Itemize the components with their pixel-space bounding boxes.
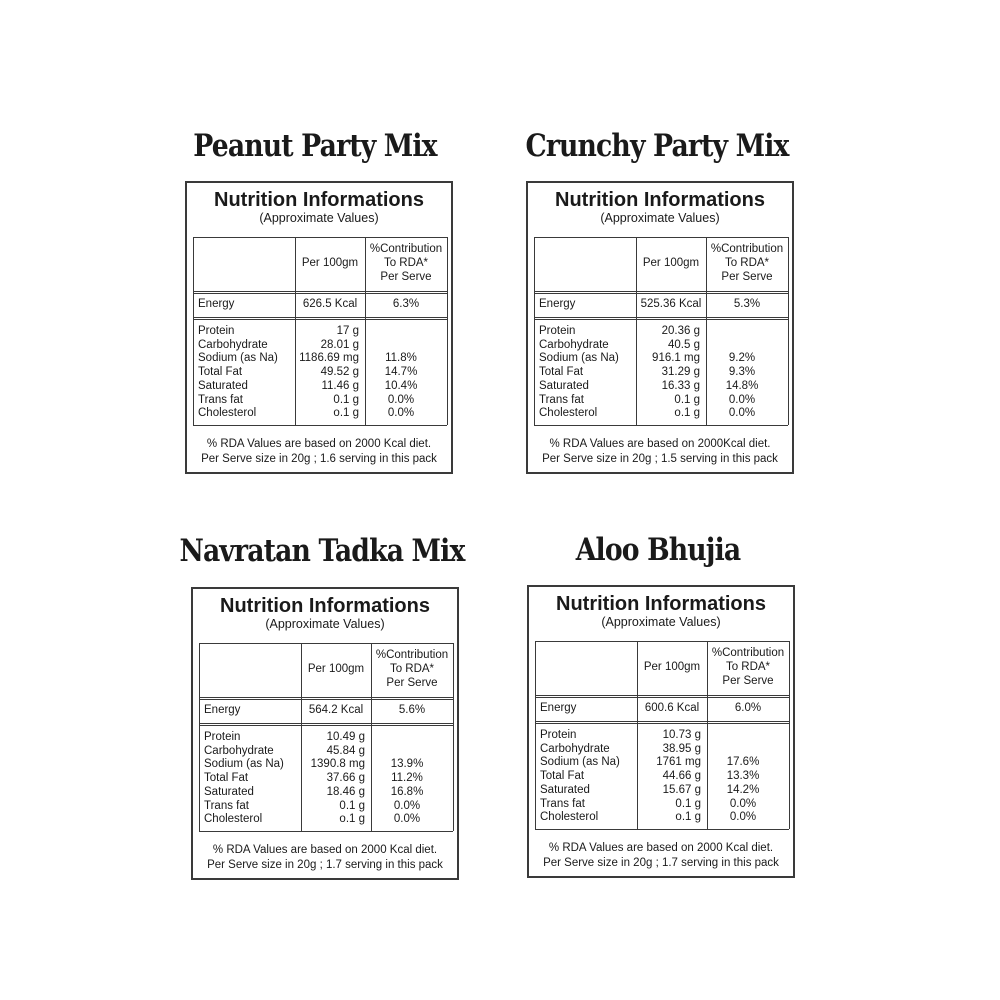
- nutrient-value: o.1 g: [339, 813, 365, 826]
- energy-value: 626.5 Kcal: [302, 298, 358, 310]
- nutrient-name: Carbohydrate: [204, 744, 274, 757]
- label-header: [193, 595, 457, 631]
- table-rule: [789, 641, 790, 829]
- product-title: Peanut Party Mix: [193, 128, 437, 164]
- energy-label: Energy: [540, 702, 577, 714]
- label-subtitle: (Approximate Values): [265, 617, 385, 631]
- col-header-rda: [706, 242, 788, 284]
- col-header-per100: Per 100gm: [301, 257, 359, 269]
- nutrient-rda: 0.0%: [387, 393, 415, 406]
- nutrient-value: 0.1 g: [674, 393, 700, 406]
- nutrient-value: 0.1 g: [675, 797, 701, 810]
- nutrition-table: [193, 237, 447, 425]
- label-title: Nutrition Informations: [555, 189, 765, 211]
- nutrient-value: o.1 g: [675, 811, 701, 824]
- nutrient-value: 45.84 g: [326, 744, 365, 757]
- energy-value: 525.36 Kcal: [640, 298, 702, 310]
- nutrient-rda: 14.2%: [726, 783, 760, 796]
- label-subtitle: (Approximate Values): [600, 211, 720, 225]
- footnote-rda: % RDA Values are based on 2000 Kcal diet.: [548, 842, 774, 854]
- table-rule: [535, 641, 536, 829]
- table-rule: [447, 237, 448, 425]
- col-header-per100: Per 100gm: [307, 663, 365, 675]
- nutrient-name: Saturated: [540, 783, 590, 796]
- table-rule: [199, 723, 453, 724]
- nutrient-name: Trans fat: [539, 393, 584, 406]
- nutrient-name: Trans fat: [198, 393, 243, 406]
- nutrient-name: Protein: [539, 325, 576, 337]
- nutrient-value: o.1 g: [333, 407, 359, 420]
- energy-label: Energy: [539, 298, 576, 310]
- nutrient-rda: 13.3%: [726, 770, 760, 783]
- label-subtitle: (Approximate Values): [259, 211, 379, 225]
- nutrient-value: 916.1 mg: [652, 352, 700, 365]
- col-header-rda-line: Per Serve: [386, 677, 438, 689]
- nutrition-table: [535, 641, 789, 829]
- nutrient-name: Trans fat: [204, 799, 249, 812]
- nutrient-rda: 11.8%: [385, 352, 417, 365]
- col-header-per100: Per 100gm: [642, 257, 700, 269]
- col-header-rda-line: %Contribution: [369, 243, 443, 255]
- nutrient-value: 10.49 g: [326, 731, 365, 743]
- product-title: Aloo Bhujia: [575, 532, 741, 568]
- nutrition-label: [526, 181, 794, 474]
- nutrient-name: Cholesterol: [198, 407, 257, 420]
- col-header-rda-line: To RDA*: [724, 257, 770, 269]
- table-rule: [193, 319, 447, 320]
- footnote-rda: % RDA Values are based on 2000 Kcal diet.: [206, 438, 432, 450]
- footnote-rda: % RDA Values are based on 2000Kcal diet.: [549, 438, 771, 450]
- table-rule: [534, 237, 788, 238]
- nutrient-value: 40.5 g: [668, 338, 700, 351]
- table-rule: [535, 721, 789, 722]
- label-title: Nutrition Informations: [220, 595, 430, 617]
- table-rule: [193, 425, 447, 426]
- nutrient-rda: 14.8%: [725, 379, 759, 392]
- col-header-rda-line: To RDA*: [383, 257, 429, 269]
- col-header-rda-line: To RDA*: [389, 663, 435, 675]
- energy-label: Energy: [198, 298, 235, 310]
- nutrient-value: 1761 mg: [656, 756, 701, 769]
- table-rule: [534, 317, 788, 318]
- col-header-rda-line: %Contribution: [710, 243, 784, 255]
- nutrient-value: 17 g: [336, 325, 359, 337]
- table-rule: [199, 697, 453, 698]
- label-header: [529, 593, 793, 629]
- col-header-rda-line: Per Serve: [721, 271, 773, 283]
- col-header-rda-line: To RDA*: [725, 661, 771, 673]
- col-header-rda: [365, 242, 447, 284]
- nutrient-name: Total Fat: [198, 366, 243, 379]
- table-rule: [535, 695, 789, 696]
- nutrient-name: Saturated: [539, 379, 589, 392]
- product-title: Navratan Tadka Mix: [179, 533, 465, 569]
- product-title: Crunchy Party Mix: [525, 128, 789, 164]
- nutrient-name: Cholesterol: [204, 813, 263, 826]
- table-rule: [199, 725, 453, 726]
- nutrient-rda: 13.9%: [390, 758, 424, 771]
- nutrient-rda: 9.2%: [728, 352, 756, 365]
- col-header-rda-line: %Contribution: [711, 647, 785, 659]
- table-rule: [534, 237, 535, 425]
- table-rule: [199, 643, 453, 644]
- nutrient-rda: 0.0%: [393, 813, 421, 826]
- table-rule: [535, 641, 789, 642]
- nutrition-label: [185, 181, 453, 474]
- table-rule: [534, 319, 788, 320]
- nutrient-value: 28.01 g: [320, 338, 359, 351]
- nutrient-name: Sodium (as Na): [198, 352, 278, 365]
- table-rule: [193, 237, 194, 425]
- nutrient-value: 37.66 g: [326, 772, 365, 785]
- label-subtitle: (Approximate Values): [601, 615, 721, 629]
- nutrient-name: Protein: [204, 731, 241, 743]
- table-rule: [534, 425, 788, 426]
- nutrient-rda: 17.6%: [726, 756, 760, 769]
- nutrient-value: 20.36 g: [661, 325, 700, 337]
- footnote-serving: Per Serve size in 20g ; 1.5 serving in this pack: [542, 453, 778, 465]
- nutrient-name: Protein: [198, 325, 235, 337]
- nutrient-name: Sodium (as Na): [539, 352, 619, 365]
- nutrient-value: 11.46 g: [321, 379, 359, 392]
- table-rule: [193, 237, 447, 238]
- label-title: Nutrition Informations: [214, 189, 424, 211]
- nutrient-rda: 0.0%: [729, 811, 757, 824]
- nutrient-value: 0.1 g: [339, 799, 365, 812]
- nutrient-name: Protein: [540, 729, 577, 741]
- nutrient-value: 49.52 g: [320, 366, 359, 379]
- nutrition-label: [527, 585, 795, 878]
- nutrient-rda: 0.0%: [728, 393, 756, 406]
- energy-rda: 6.3%: [392, 298, 420, 310]
- col-header-rda: [371, 648, 453, 690]
- table-rule: [199, 699, 453, 700]
- nutrient-name: Carbohydrate: [540, 742, 610, 755]
- footnote-serving: Per Serve size in 20g ; 1.7 serving in this pack: [207, 859, 443, 871]
- nutrient-value: 31.29 g: [661, 366, 700, 379]
- col-header-per100: Per 100gm: [643, 661, 701, 673]
- table-rule: [534, 293, 788, 294]
- col-header-rda: [707, 646, 789, 688]
- footnote-serving: Per Serve size in 20g ; 1.6 serving in this pack: [201, 453, 437, 465]
- energy-value: 564.2 Kcal: [308, 704, 364, 716]
- nutrition-label: [191, 587, 459, 880]
- energy-rda: 5.6%: [398, 704, 426, 716]
- table-rule: [535, 723, 789, 724]
- energy-label: Energy: [204, 704, 241, 716]
- table-rule: [788, 237, 789, 425]
- nutrient-name: Cholesterol: [540, 811, 599, 824]
- label-title: Nutrition Informations: [556, 593, 766, 615]
- nutrient-name: Carbohydrate: [539, 338, 609, 351]
- table-rule: [453, 643, 454, 831]
- table-rule: [193, 317, 447, 318]
- nutrient-name: Sodium (as Na): [204, 758, 284, 771]
- nutrient-value: 44.66 g: [662, 770, 701, 783]
- col-header-rda-line: %Contribution: [375, 649, 449, 661]
- nutrient-value: 1390.8 mg: [310, 758, 365, 771]
- nutrient-rda: 9.3%: [728, 366, 756, 379]
- nutrient-rda: 0.0%: [729, 797, 757, 810]
- footnote-rda: % RDA Values are based on 2000 Kcal diet.: [212, 844, 438, 856]
- nutrient-value: 38.95 g: [662, 742, 701, 755]
- nutrient-name: Total Fat: [540, 770, 585, 783]
- nutrient-rda: 10.4%: [384, 379, 418, 392]
- nutrient-value: 0.1 g: [333, 393, 359, 406]
- nutrient-rda: 16.8%: [390, 785, 424, 798]
- nutrient-name: Total Fat: [539, 366, 584, 379]
- energy-rda: 6.0%: [734, 702, 762, 714]
- label-header: [187, 189, 451, 225]
- nutrition-table: [534, 237, 788, 425]
- label-header: [528, 189, 792, 225]
- nutrient-value: 16.33 g: [661, 379, 700, 392]
- nutrient-name: Total Fat: [204, 772, 249, 785]
- table-rule: [199, 831, 453, 832]
- footnote-serving: Per Serve size in 20g ; 1.7 serving in this pack: [543, 857, 779, 869]
- nutrient-name: Saturated: [204, 785, 254, 798]
- table-rule: [534, 291, 788, 292]
- nutrient-value: 15.67 g: [662, 783, 701, 796]
- nutrient-rda: 0.0%: [387, 407, 415, 420]
- table-rule: [535, 697, 789, 698]
- nutrient-value: 10.73 g: [662, 729, 701, 741]
- nutrient-name: Trans fat: [540, 797, 585, 810]
- table-rule: [193, 293, 447, 294]
- nutrient-value: 1186.69 mg: [299, 352, 359, 365]
- nutrient-rda: 11.2%: [391, 772, 423, 785]
- energy-value: 600.6 Kcal: [644, 702, 700, 714]
- nutrient-rda: 14.7%: [384, 366, 418, 379]
- nutrient-rda: 0.0%: [728, 407, 756, 420]
- nutrient-value: 18.46 g: [326, 785, 365, 798]
- energy-rda: 5.3%: [733, 298, 761, 310]
- nutrient-rda: 0.0%: [393, 799, 421, 812]
- nutrition-table: [199, 643, 453, 831]
- nutrient-value: o.1 g: [674, 407, 700, 420]
- table-rule: [199, 643, 200, 831]
- nutrient-name: Carbohydrate: [198, 338, 268, 351]
- col-header-rda-line: Per Serve: [380, 271, 432, 283]
- nutrient-name: Sodium (as Na): [540, 756, 620, 769]
- table-rule: [535, 829, 789, 830]
- nutrient-name: Cholesterol: [539, 407, 598, 420]
- table-rule: [193, 291, 447, 292]
- nutrient-name: Saturated: [198, 379, 248, 392]
- col-header-rda-line: Per Serve: [722, 675, 774, 687]
